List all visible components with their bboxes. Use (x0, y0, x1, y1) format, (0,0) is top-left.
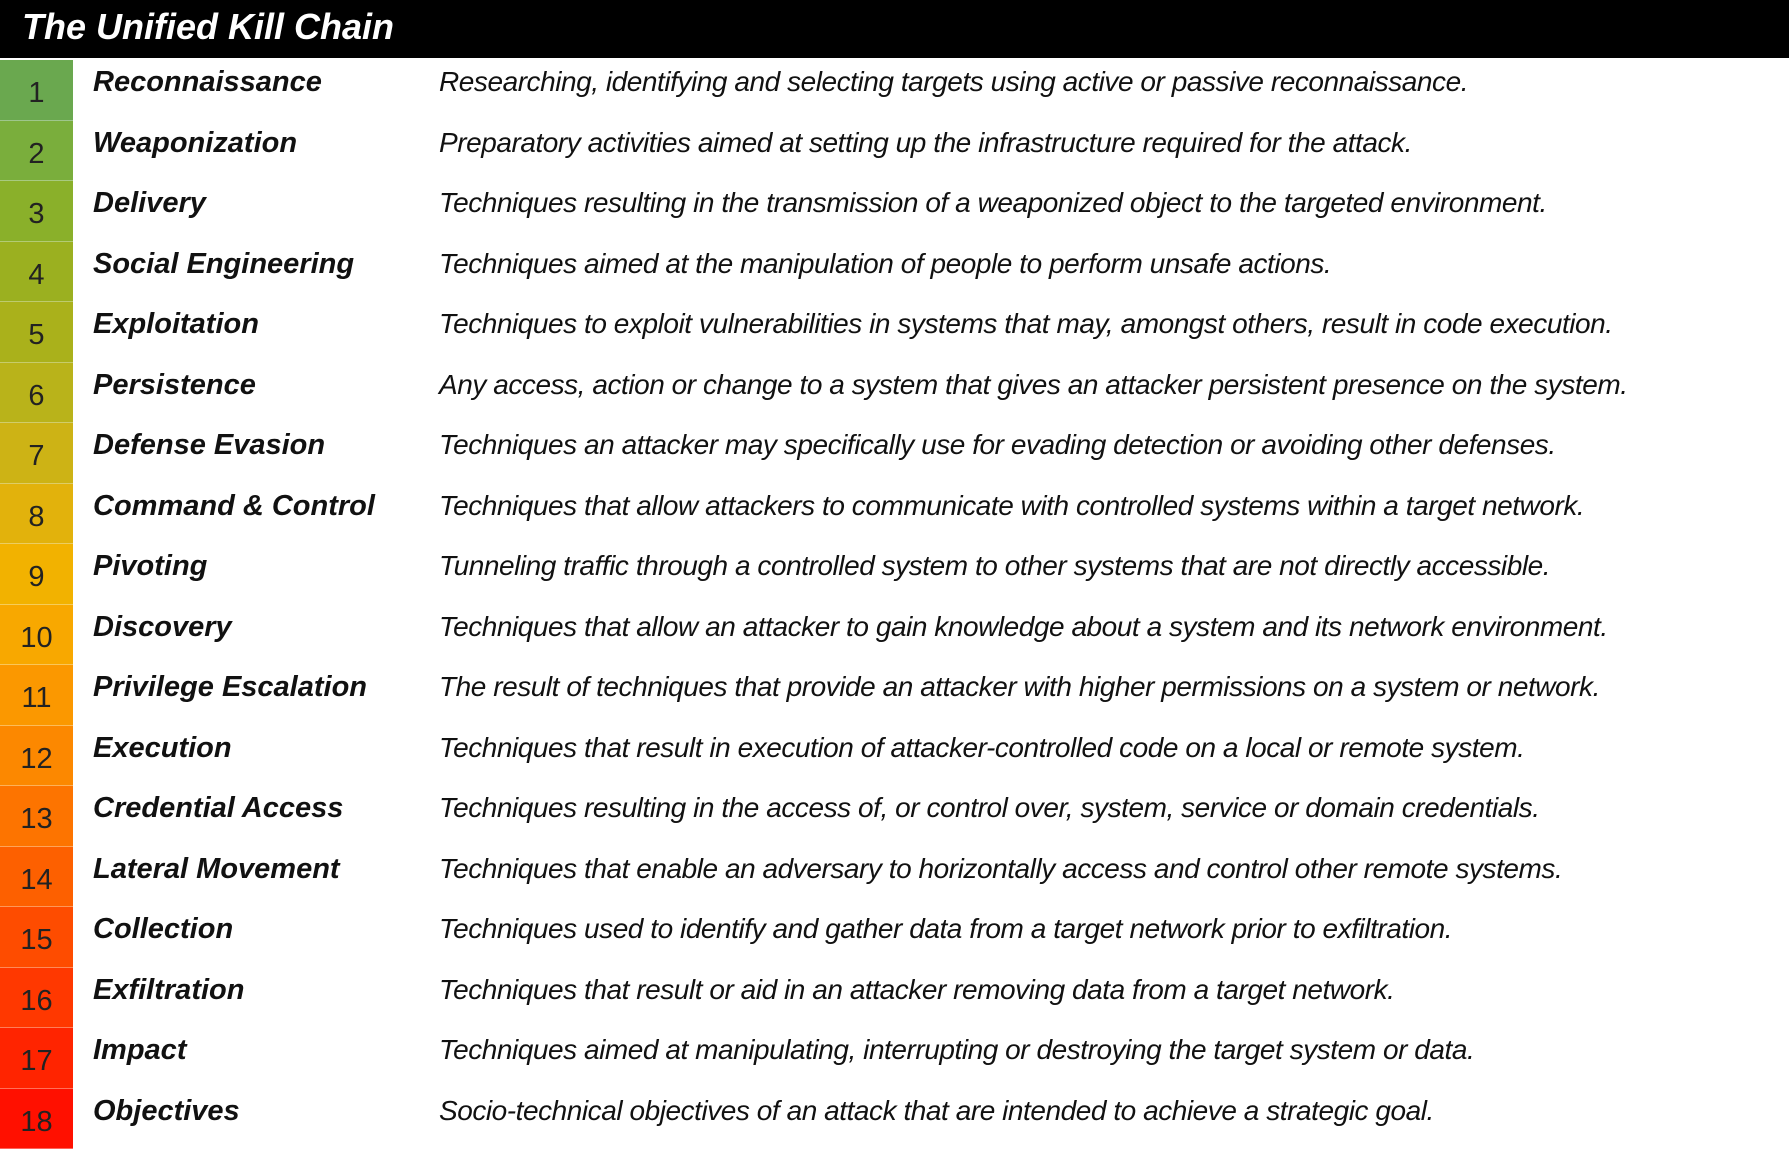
page-title: The Unified Kill Chain (22, 6, 395, 47)
table-row (0, 605, 1789, 666)
phase-description: Any access, action or change to a system that gives an attacker persistent presence on the system. (439, 368, 1628, 400)
phase-name: Exploitation (93, 308, 259, 340)
table-row (0, 726, 1789, 787)
phase-name: Privilege Escalation (93, 671, 368, 703)
phase-name: Collection (93, 913, 234, 945)
phase-description: Techniques to exploit vulnerabilities in systems that may, amongst others, result in code execution. (439, 308, 1613, 339)
step-number: 16 (0, 968, 73, 1029)
step-number: 6 (0, 363, 73, 424)
phase-name: Delivery (93, 187, 206, 219)
table-row (0, 786, 1789, 847)
phase-name: Execution (93, 731, 232, 764)
phase-description: Techniques aimed at manipulating, interrupting or destroying the target system or data. (439, 1034, 1475, 1065)
table-row (0, 181, 1789, 242)
table-row (0, 907, 1789, 968)
phase-name: Lateral Movement (93, 852, 340, 885)
table-row (0, 484, 1789, 545)
step-number: 12 (0, 726, 73, 787)
table-row (0, 60, 1789, 121)
phase-description: Techniques used to identify and gather data from a target network prior to exfiltration. (439, 913, 1453, 944)
step-number: 1 (0, 60, 73, 121)
phase-name: Pivoting (93, 550, 208, 582)
step-number: 2 (0, 121, 73, 182)
step-number: 18 (0, 1089, 73, 1150)
phase-description: Techniques that allow attackers to communicate with controlled systems within a target network. (439, 489, 1585, 521)
step-number: 5 (0, 302, 73, 363)
phase-name: Social Engineering (93, 247, 355, 280)
table-row (0, 423, 1789, 484)
phase-description: The result of techniques that provide an attacker with higher permissions on a system or network. (439, 671, 1600, 702)
phase-description: Techniques that result or aid in an attacker removing data from a target network. (439, 973, 1395, 1005)
header-bar (0, 0, 1789, 58)
table-row (0, 665, 1789, 726)
step-number: 9 (0, 544, 73, 605)
phase-name: Exfiltration (93, 973, 245, 1006)
phase-description: Techniques resulting in the access of, or control over, system, service or domain credentials. (439, 792, 1540, 823)
table-row (0, 1028, 1789, 1089)
table-row (0, 968, 1789, 1029)
phase-description: Preparatory activities aimed at setting up the infrastructure required for the attack. (439, 126, 1412, 158)
step-number: 11 (0, 665, 73, 726)
phase-name: Objectives (93, 1094, 240, 1127)
step-number: 3 (0, 181, 73, 242)
phase-description: Researching, identifying and selecting targets using active or passive reconnaissance. (439, 66, 1469, 97)
phase-description: Socio-technical objectives of an attack that are intended to achieve a strategic goal. (439, 1094, 1434, 1126)
phase-description: Techniques that result in execution of attacker-controlled code on a local or remote system. (439, 731, 1525, 763)
phase-name: Persistence (93, 368, 256, 401)
phase-description: Tunneling traffic through a controlled system to other systems that are not directly accessible. (439, 550, 1551, 581)
phase-name: Discovery (93, 610, 232, 643)
table-row (0, 847, 1789, 908)
step-number: 7 (0, 423, 73, 484)
step-number: 13 (0, 786, 73, 847)
kill-chain-table (0, 60, 1789, 1149)
phase-name: Command & Control (93, 489, 375, 522)
table-row (0, 363, 1789, 424)
table-row (0, 302, 1789, 363)
step-number: 10 (0, 605, 73, 666)
phase-description: Techniques an attacker may specifically use for evading detection or avoiding other defenses. (439, 429, 1556, 460)
table-row (0, 1089, 1789, 1150)
table-row (0, 121, 1789, 182)
step-number: 15 (0, 907, 73, 968)
step-number: 14 (0, 847, 73, 908)
phase-description: Techniques that allow an attacker to gain knowledge about a system and its network environment. (439, 610, 1608, 642)
phase-name: Credential Access (93, 792, 344, 824)
phase-name: Defense Evasion (93, 429, 326, 461)
step-number: 17 (0, 1028, 73, 1089)
phase-description: Techniques aimed at the manipulation of people to perform unsafe actions. (439, 247, 1332, 279)
step-number: 8 (0, 484, 73, 545)
phase-name: Reconnaissance (93, 66, 322, 98)
step-number: 4 (0, 242, 73, 303)
phase-name: Impact (93, 1034, 187, 1066)
table-row (0, 242, 1789, 303)
phase-description: Techniques resulting in the transmission of a weaponized object to the targeted environment. (439, 187, 1547, 218)
phase-name: Weaponization (93, 126, 298, 159)
phase-description: Techniques that enable an adversary to horizontally access and control other remote systems. (439, 852, 1563, 884)
table-row (0, 544, 1789, 605)
